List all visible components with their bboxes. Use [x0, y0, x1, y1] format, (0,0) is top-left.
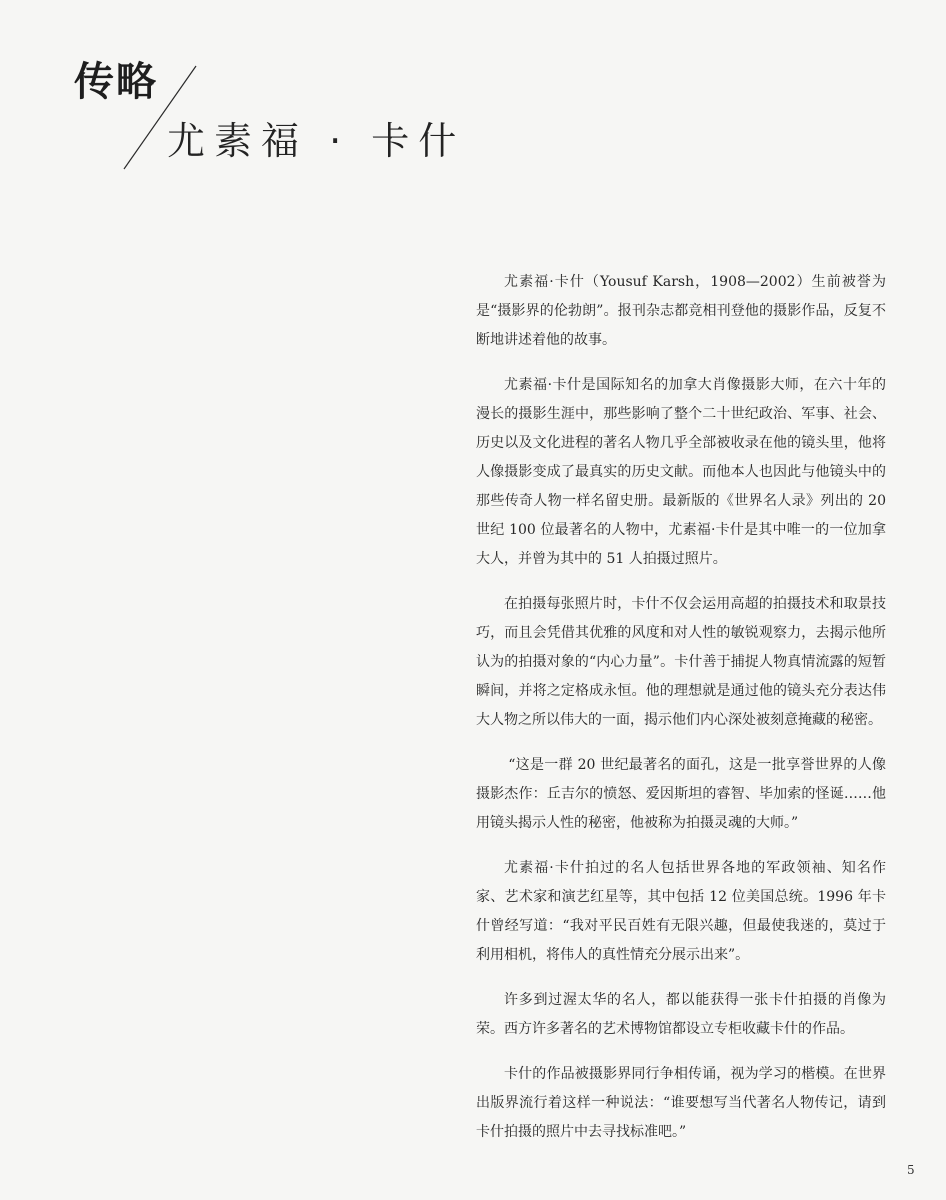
subject-name: 尤素福 · 卡什: [167, 119, 466, 163]
page-number: 5: [907, 1163, 915, 1177]
article-body: [476, 268, 886, 1163]
paragraph: 尤素福·卡什拍过的名人包括世界各地的军政领袖、知名作家、艺术家和演艺红星等，其中包括 12 位美国总统。1996 年卡什曾经写道：“我对平民百姓有无限兴趣，但最使我迷的，莫过于利用相机，将伟人的真性情充分展示出来”。: [476, 860, 886, 963]
paragraph: 尤素福·卡什（Yousuf Karsh，1908—2002）生前被誉为是“摄影界的伦勃朗”。报刊杂志都竞相刊登他的摄影作品，反复不断地讲述着他的故事。: [476, 274, 886, 348]
section-title: 传略: [74, 59, 158, 105]
paragraph: 尤素福·卡什是国际知名的加拿大肖像摄影大师，在六十年的漫长的摄影生涯中，那些影响了整个二十世纪政治、军事、社会、历史以及文化进程的著名人物几乎全部被收录在他的镜头里，他将人像摄影变成了最真实的历史文献。而他本人也因此与他镜头中的那些传奇人物一样名留史册。最新版的《世界名人录》列出的 20 世纪 100 位最著名的人物中，尤素福·卡什是其中唯一的一位加拿大人，并曾为其中的 51 人拍摄过照片。: [476, 377, 886, 567]
paragraph: 卡什的作品被摄影界同行争相传诵，视为学习的楷模。在世界出版界流行着这样一种说法：“谁要想写当代著名人物传记，请到卡什拍摄的照片中去寻找标准吧。”: [476, 1066, 886, 1140]
title-divider-slash: [0, 0, 946, 200]
paragraph: 在拍摄每张照片时，卡什不仅会运用高超的拍摄技术和取景技巧，而且会凭借其优雅的风度和对人性的敏锐观察力，去揭示他所认为的拍摄对象的“内心力量”。卡什善于捕捉人物真情流露的短暂瞬间，并将之定格成永恒。他的理想就是通过他的镜头充分表达伟大人物之所以伟大的一面，揭示他们内心深处被刻意掩藏的秘密。: [476, 596, 886, 728]
paragraph: 许多到过渥太华的名人，都以能获得一张卡什拍摄的肖像为荣。西方许多著名的艺术博物馆都设立专柜收藏卡什的作品。: [476, 992, 886, 1037]
quote-paragraph: “这是一群 20 世纪最著名的面孔，这是一批享誉世界的人像摄影杰作：丘吉尔的愤怒、爱因斯坦的睿智、毕加索的怪诞……他用镜头揭示人性的秘密，他被称为拍摄灵魂的大师。”: [476, 757, 886, 831]
